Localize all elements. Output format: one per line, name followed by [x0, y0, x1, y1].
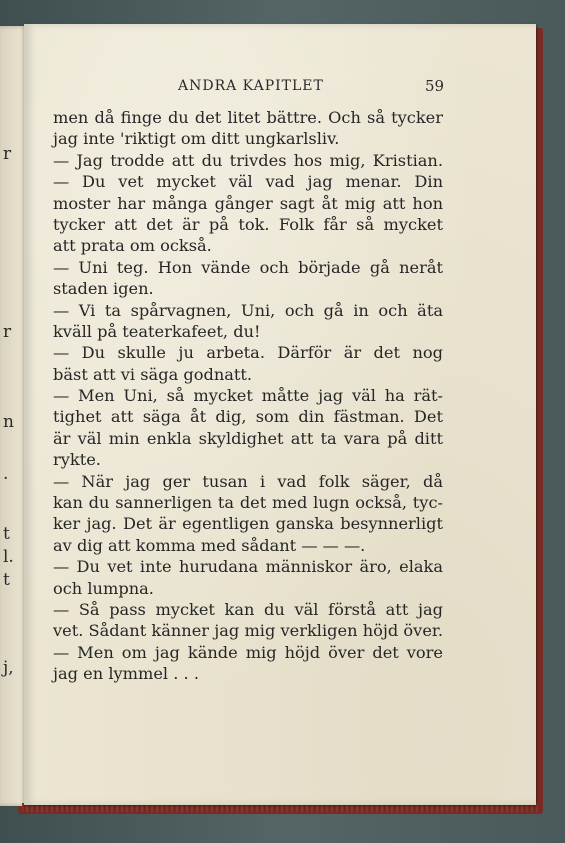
text-line: jag inte 'riktigt om ditt ungkarlsliv. — [53, 129, 340, 149]
text-line: — Uni teg. Hon vände och började gå neråt — [53, 257, 443, 277]
text-line: men då finge du det litet bättre. Och så tycker — [53, 108, 443, 127]
text-line: ker jag. Det är egentligen ganska besynnerligt — [53, 514, 443, 534]
previous-page-fragments — [0, 26, 26, 806]
text-line: — Vi ta spårvagnen, Uni, och gå in och äta — [53, 300, 443, 320]
text-line: rykte. — [53, 450, 101, 470]
page-number: 59 — [425, 77, 445, 95]
text-line: är väl min enkla skyldighet att ta vara på ditt — [53, 428, 443, 448]
previous-page-fragment: j, — [3, 658, 14, 678]
text-line: — Men om jag kände mig höjd över det vore — [53, 642, 443, 662]
body-text — [53, 107, 443, 685]
text-line: — När jag ger tusan i vad folk säger, då — [53, 471, 443, 491]
previous-page-fragment: r — [3, 322, 12, 342]
previous-page-fragment: t — [3, 570, 10, 590]
text-line: — Så pass mycket kan du väl förstå att jag — [53, 599, 443, 619]
text-line: vet. Sådant känner jag mig verkligen höjd över. — [53, 621, 443, 641]
text-line: jag en lymmel . . . — [53, 664, 199, 684]
text-line: bäst att vi säga godnatt. — [53, 364, 253, 384]
text-line: staden igen. — [53, 279, 154, 299]
text-line: — Men Uni, så mycket måtte jag väl ha rät- — [53, 386, 443, 406]
chapter-heading: ANDRA KAPITLET — [178, 78, 324, 94]
text-line: och lumpna. — [53, 578, 154, 598]
previous-page-fragment: l. — [3, 547, 14, 567]
previous-page-fragment: t — [3, 524, 10, 544]
previous-page-fragment: n — [3, 412, 14, 432]
text-line: — Du skulle ju arbeta. Därför är det nog — [53, 343, 443, 363]
text-line: — Du vet inte hurudana människor äro, elaka — [53, 557, 443, 577]
text-line: — Jag trodde att du trivdes hos mig, Kristian. — [53, 150, 443, 170]
text-line: kan du sannerligen ta det med lugn också, tyc- — [53, 493, 443, 513]
text-line: av dig att komma med sådant — — —. — [53, 535, 366, 555]
text-line: moster har många gånger sagt åt mig att hon — [53, 193, 443, 213]
text-line: kväll på teaterkafeet, du! — [53, 321, 261, 341]
previous-page-fragment: . — [3, 464, 9, 484]
previous-page-fragment: r — [3, 144, 12, 164]
text-line: att prata om också. — [53, 236, 212, 256]
text-line: — Du vet mycket väl vad jag menar. Din — [53, 172, 443, 192]
text-line: tycker att det är på tok. Folk får så mycket — [53, 214, 443, 234]
text-line: tighet att säga åt dig, som din fästman. Det — [53, 407, 443, 427]
